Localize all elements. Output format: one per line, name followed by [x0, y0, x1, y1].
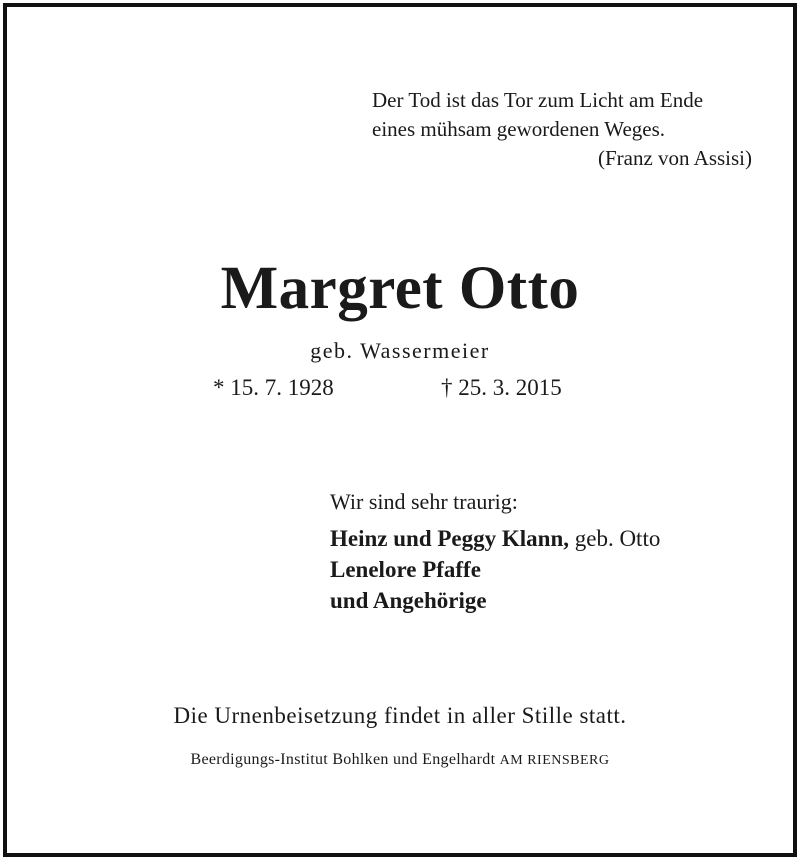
maiden-name: geb. Wassermeier [310, 338, 490, 363]
mourner-names-1: Heinz und Peggy Klann, [330, 526, 569, 551]
institute-location: AM RIENSBERG [499, 753, 610, 768]
mourner-row-1 [330, 523, 660, 554]
mourner-row-2: Lenelore Pfaffe [330, 557, 481, 582]
institute-name: Beerdigungs-Institut Bohlken und Engelhardt [190, 751, 496, 768]
quote-line-1: Der Tod ist das Tor zum Licht am Ende [372, 88, 704, 112]
birth-date: * 15. 7. 1928 [213, 375, 334, 400]
death-date: † 25. 3. 2015 [441, 375, 562, 400]
mourner-maiden-1: geb. Otto [574, 526, 661, 551]
quote-source: (Franz von Assisi) [598, 146, 752, 170]
quote-line-2: eines mühsam gewordenen Weges. [372, 117, 666, 141]
mourner-row-3: und Angehörige [330, 588, 487, 613]
deceased-name: Margret Otto [220, 255, 580, 322]
burial-notice: Die Urnenbeisetzung findet in aller Stille statt. [173, 703, 627, 728]
mourners-intro: Wir sind sehr traurig: [330, 489, 518, 514]
funeral-institute [0, 748, 800, 773]
quote-block [332, 86, 752, 173]
mourners-block [330, 486, 660, 616]
